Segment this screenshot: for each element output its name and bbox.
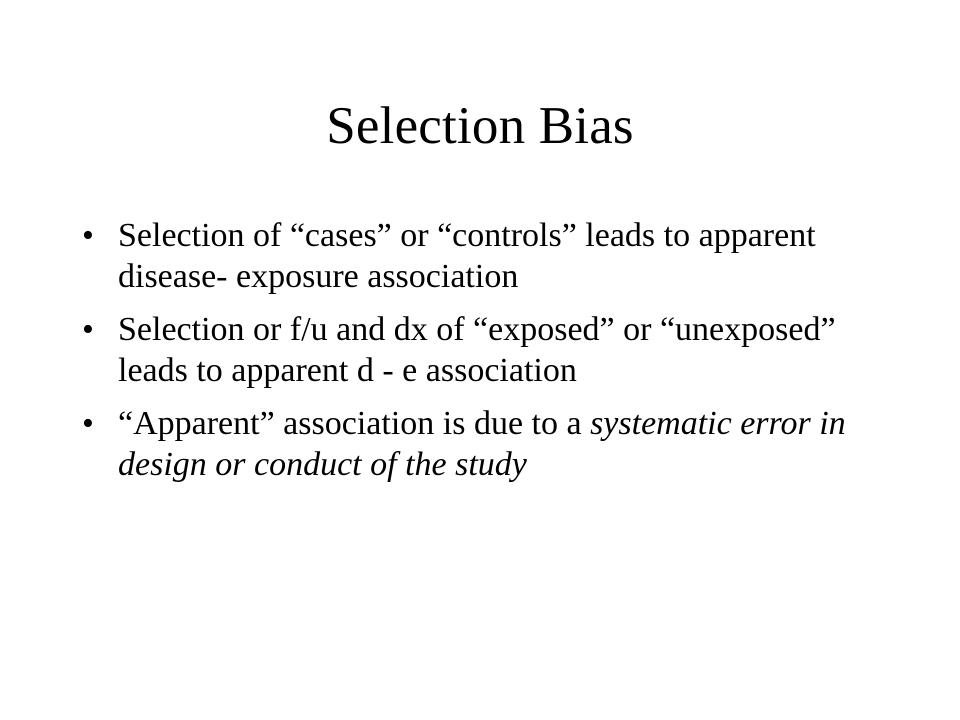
bullet-item [82, 403, 892, 485]
bullet-text-plain: “Apparent” association is due to a [118, 405, 582, 442]
bullet-item [82, 309, 892, 391]
bullet-list [82, 215, 892, 497]
bullet-text [118, 403, 892, 485]
slide-title: Selection Bias [326, 97, 634, 155]
bullet-marker: • [82, 217, 94, 254]
bullet-marker: • [82, 405, 94, 442]
bullet-text: Selection or f/u and dx of “exposed” or “unexposed” leads to apparent d - e association [118, 311, 836, 389]
bullet-marker: • [82, 311, 94, 348]
bullet-text: Selection of “cases” or “controls” leads to apparent disease- exposure association [118, 217, 816, 295]
bullet-item [82, 215, 892, 297]
bullet-text-italic: systematic error in design or conduct of the study [118, 405, 846, 483]
